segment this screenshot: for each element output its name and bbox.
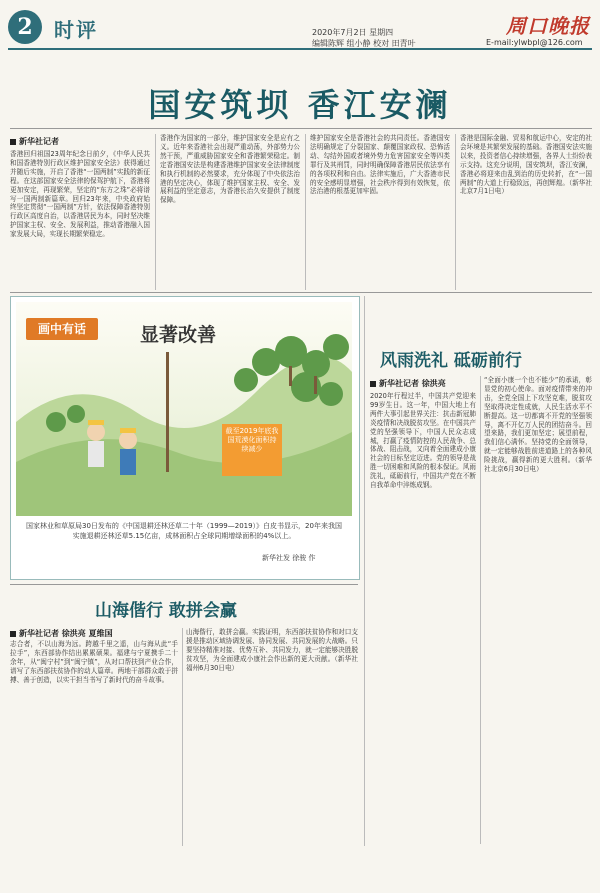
section-name: 时评 (54, 18, 98, 42)
article2-byline: 新华社记者 徐洪亮 (370, 378, 446, 389)
main-headline: 国安筑坝 香江安澜 (148, 86, 452, 124)
column-divider (455, 134, 456, 290)
cartoon-caption: 国家林业和草原局30日发布的《中国退耕还林还草二十年（1999—2019）》白皮书显示，20年来我国实施退耕还林还草5.15亿亩，成林面积占全球同期增绿面积的4%以上。 (26, 522, 342, 540)
article2-column-2: “全面小康一个也不能少”的承诺，彰显党的初心使命。面对疫情带来的冲击，全党全国上下攻坚克难，脱贫攻坚取得决定性成就，人民生活水平不断提高。这一切都离不开党的坚强领导，离不开亿万人民的团结奋斗。回望来路，我们更加坚定；展望前程，我们信心满怀。坚持党的全面领导，就一定能够战胜前进道路上的各种风险挑战，赢得新的更大胜利。（新华社北京6月30日电） (484, 376, 592, 474)
section-divider (10, 584, 358, 585)
page-number-badge: 2 (8, 10, 42, 44)
main-column-3: 维护国家安全是香港社会的共同责任。香港国安法明确规定了分裂国家、颠覆国家政权、恐怖活动、勾结外国或者境外势力危害国家安全等四类罪行及其刑罚，同时明确保障香港居民依法享有的各项权利和自由。法律实施后，广大香港市民的安全感明显增强，社会秩序得到有效恢复，依法治港的根基更加牢固。 (310, 134, 450, 196)
header-rule (8, 48, 592, 50)
article2-headline: 风雨洗礼 砥砺前行 (380, 351, 522, 371)
headline-divider (10, 128, 592, 129)
article3-column-2: 山海偕行，敢拼会赢。实践证明，东西部扶贫协作和对口支援是推动区域协调发展、协同发展、共同发展的大战略。只要坚持精准对接、优势互补、共同发力，就一定能够决胜脱贫攻坚，为全面建成小康社会作出新的更大贡献。（新华社福州6月30日电） (186, 628, 358, 672)
newspaper-logo: 周口晚报 (506, 14, 590, 38)
column-divider (305, 134, 306, 290)
article3-headline: 山海偕行 敢拼会赢 (95, 601, 237, 621)
column-divider (364, 296, 365, 846)
article2-column-1: 2020年行程过半，中国共产党迎来99岁生日。这一年，中国大地上有两件大事引起世界关注：抗击新冠肺炎疫情和决战脱贫攻坚。在中国共产党的坚强领导下，中国人民众志成城，打赢了疫情防控的人民战争、总体战、阻击战，又向着全面建成小康社会的目标坚定迈进。党的领导是战胜一切困难和风险的根本保证。风雨洗礼，砥砺前行，中国共产党在不断自我革命中淬炼成钢。 (370, 392, 476, 490)
main-column-4: 香港是国际金融、贸易和航运中心，安定的社会环境是其繁荣发展的基础。香港国安法实施以来，投资者信心持续增强，各界人士纷纷表示支持。这充分说明，国安筑坝，香江安澜，香港必将迎来由乱到治的历史转折，在“一国两制”的大道上行稳致远，再创辉煌。（新华社北京7月1日电） (460, 134, 592, 196)
cartoon-title: 显著改善 (140, 324, 217, 346)
main-column-2: 香港作为国家的一部分，维护国家安全是应有之义。近年来香港社会出现严重动荡，外部势力公然干预，严重威胁国家安全和香港繁荣稳定。制定香港国安法是构建香港维护国家安全法律制度和执行机制的必然要求，充分体现了中央依法治港的坚定决心，体现了维护国家主权、安全、发展利益的坚定意志，为香港长治久安提供了制度保障。 (160, 134, 300, 205)
section-divider (10, 292, 592, 293)
cartoon-credit: 新华社发 徐骏 作 (262, 554, 316, 562)
contact-email[interactable]: E-mail:ylwbpl@126.com (486, 38, 583, 47)
editor-credits: 编辑陈辉 组小静 校对 田青叶 (312, 39, 416, 48)
cartoon-tag: 画中有话 (26, 318, 98, 340)
issue-date: 2020年7月2日 星期四 (312, 28, 394, 37)
column-divider (155, 134, 156, 290)
column-divider (182, 628, 183, 846)
main-byline: 新华社记者 (10, 136, 59, 147)
article3-column-1: 志合者，不以山海为远。跨越千里之遥，山与海从此“手拉手”，东西部协作结出累累硕果。福建与宁夏携手二十余年，从“闽宁村”到“闽宁镇”，从对口帮扶到产业合作，谱写了东西部扶贫协作的动人篇章。两地干部群众敢于拼搏、善于创造，以实干担当书写了新时代的奋斗故事。 (10, 640, 178, 684)
article3-byline: 新华社记者 徐洪亮 夏维国 (10, 628, 113, 639)
column-divider (480, 376, 481, 844)
cartoon-sign: 截至2019年底我国荒漠化面积持续减少 (222, 424, 282, 476)
main-column-1: 香港回归祖国23周年纪念日前夕，《中华人民共和国香港特别行政区维护国家安全法》获得通过并随后实施，开启了香港“一国两制”实践的新征程。在这部国家安全法律的保驾护航下，香港将更加安定，再现繁荣，坚定的“东方之珠”必将谱写一国两制新篇章。回归23年来，中央政府始终坚定贯彻“一国两制”方针，依法保障香港特别行政区高度自治，以香港居民为本，同时坚决维护国家主权、安全、发展利益，推动香港融入国家发展大局，实现长期繁荣稳定。 (10, 150, 150, 239)
